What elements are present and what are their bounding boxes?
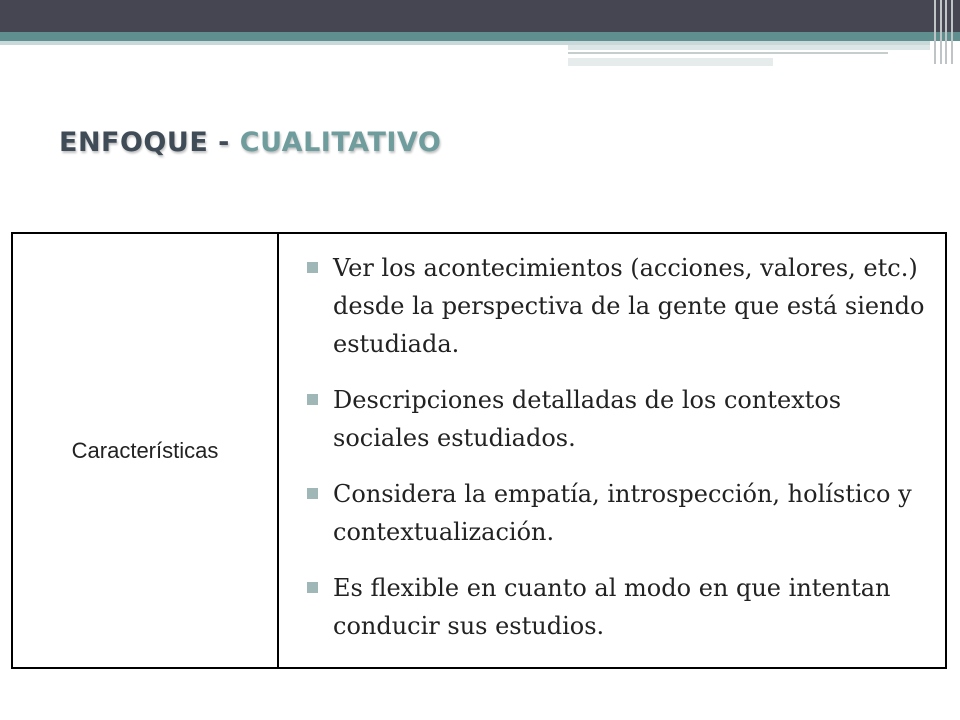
list-item bbox=[299, 381, 937, 457]
header-stripe bbox=[945, 0, 947, 64]
row-content bbox=[278, 233, 946, 668]
header-stripe bbox=[940, 0, 942, 64]
header-accent-bar bbox=[0, 32, 960, 41]
row-label: Características bbox=[12, 233, 278, 668]
header-bar bbox=[0, 0, 960, 32]
square-bullet-icon bbox=[307, 262, 318, 273]
content-table bbox=[11, 232, 947, 669]
square-bullet-icon bbox=[307, 582, 318, 593]
header-decor-line bbox=[568, 58, 773, 66]
header-decor-line bbox=[568, 45, 930, 50]
header-stripe bbox=[951, 0, 953, 64]
slide-title bbox=[59, 127, 441, 158]
slide-title-accent: CUALITATIVO bbox=[239, 127, 442, 158]
slide-title-main: ENFOQUE - bbox=[59, 127, 240, 158]
header-stripe bbox=[934, 0, 936, 64]
list-item-text: Considera la empatía, introspección, holístico y contextualización. bbox=[333, 479, 912, 546]
bullet-list bbox=[279, 239, 945, 645]
header-decor-line bbox=[568, 52, 888, 54]
list-item bbox=[299, 569, 937, 645]
square-bullet-icon bbox=[307, 488, 318, 499]
table-row bbox=[12, 233, 946, 668]
square-bullet-icon bbox=[307, 394, 318, 405]
list-item bbox=[299, 249, 937, 363]
list-item-text: Descripciones detalladas de los contextos sociales estudiados. bbox=[333, 385, 842, 452]
header-stripes bbox=[930, 0, 960, 64]
list-item-text: Ver los acontecimientos (acciones, valores, etc.) desde la perspectiva de la gente que está siendo estudiada. bbox=[333, 253, 925, 358]
list-item-text: Es flexible en cuanto al modo en que intentan conducir sus estudios. bbox=[333, 573, 891, 640]
list-item bbox=[299, 475, 937, 551]
